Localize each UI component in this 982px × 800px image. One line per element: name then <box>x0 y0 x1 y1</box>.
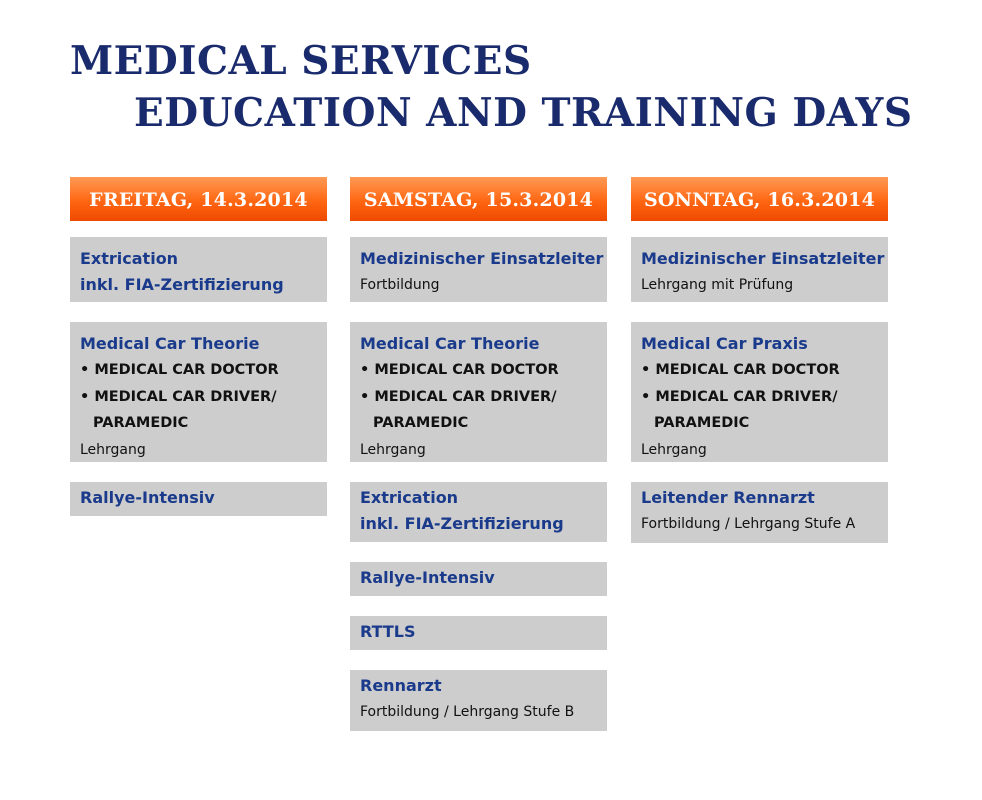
course-title: Medical Car Theorie <box>360 334 540 353</box>
course-extrication <box>70 237 327 302</box>
course-subtitle: inkl. FIA-Zertifizierung <box>360 514 564 533</box>
course-bullet: • MEDICAL CAR DRIVER/ <box>641 388 838 405</box>
course-bullet: • MEDICAL CAR DRIVER/ <box>80 388 277 405</box>
course-title: Leitender Rennarzt <box>641 488 815 507</box>
course-bullet-cont: PARAMEDIC <box>373 415 469 431</box>
course-note: Lehrgang mit Prüfung <box>641 277 794 293</box>
course-rennarzt <box>350 670 607 731</box>
course-note: Fortbildung <box>360 277 440 293</box>
course-note: Lehrgang <box>80 441 146 458</box>
course-extrication <box>350 482 607 542</box>
day-header: SONNTAG, 16.3.2014 <box>631 177 888 221</box>
course-title: Medizinischer Einsatzleiter <box>360 249 604 268</box>
course-note: Fortbildung / Lehrgang Stufe A <box>641 516 856 532</box>
course-bullet: • MEDICAL CAR DRIVER/ <box>360 388 557 405</box>
course-rallye-intensiv <box>350 562 607 596</box>
course-rttls <box>350 616 607 650</box>
page-title-line1: MEDICAL SERVICES <box>70 38 532 84</box>
page-title-line2: EDUCATION AND TRAINING DAYS <box>134 90 913 136</box>
course-title: Medizinischer Einsatzleiter <box>641 249 885 268</box>
course-title: Medical Car Theorie <box>80 334 260 353</box>
course-rallye-intensiv <box>70 482 327 516</box>
course-medizinischer-einsatzleiter <box>350 237 607 302</box>
course-note: Fortbildung / Lehrgang Stufe B <box>360 704 575 720</box>
day-column-saturday <box>350 177 607 720</box>
course-note: Lehrgang <box>360 441 426 458</box>
course-medical-car-praxis <box>631 322 888 462</box>
course-title: Rallye-Intensiv <box>360 568 495 587</box>
course-note: Lehrgang <box>641 441 707 458</box>
course-title: Extrication <box>360 488 459 507</box>
day-column-friday <box>70 177 327 507</box>
course-title: Rallye-Intensiv <box>80 488 215 507</box>
course-title: Extrication <box>80 249 179 268</box>
course-bullet: • MEDICAL CAR DOCTOR <box>80 362 279 378</box>
course-leitender-rennarzt <box>631 482 888 543</box>
course-bullet: • MEDICAL CAR DOCTOR <box>360 362 559 378</box>
course-medizinischer-einsatzleiter <box>631 237 888 302</box>
day-column-sunday <box>631 177 888 532</box>
course-subtitle: inkl. FIA-Zertifizierung <box>80 275 284 294</box>
course-title: Medical Car Praxis <box>641 334 808 353</box>
course-bullet-cont: PARAMEDIC <box>654 415 750 431</box>
course-bullet-cont: PARAMEDIC <box>93 415 189 431</box>
day-header: SAMSTAG, 15.3.2014 <box>350 177 607 221</box>
course-medical-car-theorie <box>350 322 607 462</box>
course-medical-car-theorie <box>70 322 327 462</box>
course-title: Rennarzt <box>360 676 442 695</box>
course-title: RTTLS <box>360 622 416 641</box>
course-bullet: • MEDICAL CAR DOCTOR <box>641 362 840 378</box>
day-header: FREITAG, 14.3.2014 <box>70 177 327 221</box>
